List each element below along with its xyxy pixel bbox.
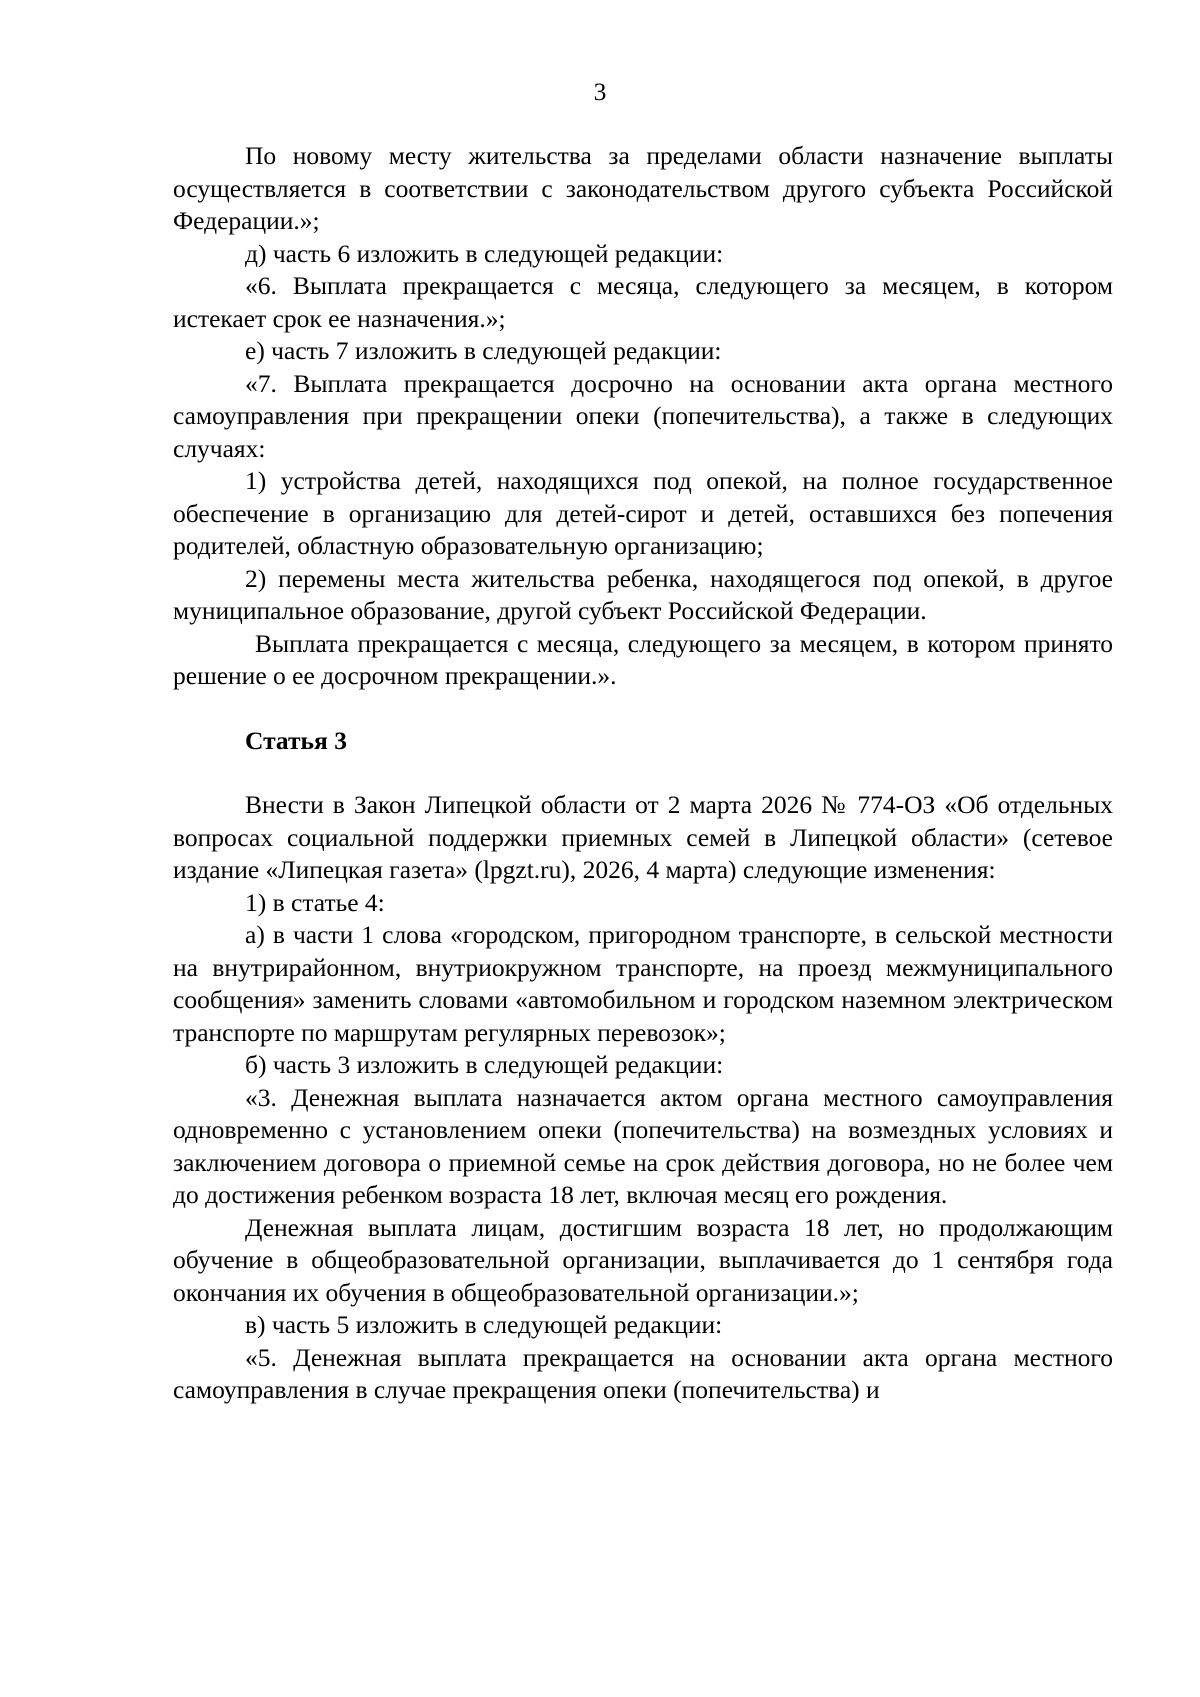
paragraph: «3. Денежная выплата назначается актом органа местного самоуправления одновременно с установлением опеки (попечительства) на возмездных условиях и заключением договора о приемной семье на срок действия договора, но не более чем до достижения ребенком возраста 18 лет, включая месяц его рождения.	[173, 1082, 1113, 1209]
paragraph: 1) устройства детей, находящихся под опекой, на полное государственное обеспечение в организацию для детей-сирот и детей, оставшихся без попечения родителей, областную образовательную организацию;	[173, 466, 1113, 560]
paragraph: д) часть 6 изложить в следующей редакции:	[245, 238, 724, 268]
paragraph: «5. Денежная выплата прекращается на основании акта органа местного самоуправления в случае прекращения опеки (попечительства) и	[173, 1342, 1113, 1404]
paragraph: Выплата прекращается с месяца, следующего за месяцем, в котором принято решение о ее досрочном прекращении.».	[173, 628, 1113, 690]
page-number: 3	[593, 77, 607, 106]
paragraph: «6. Выплата прекращается с месяца, следующего за месяцем, в котором истекает срок ее назначения.»;	[173, 271, 1113, 333]
paragraph: Денежная выплата лицам, достигшим возраста 18 лет, но продолжающим обучение в общеобразовательной организации, выплачивается до 1 сентября года окончания их обучения в общеобразовательной организации.»;	[173, 1212, 1113, 1307]
paragraph: «7. Выплата прекращается досрочно на основании акта органа местного самоуправления при прекращении опеки (попечительства), а также в следующих случаях:	[173, 368, 1113, 463]
paragraph: е) часть 7 изложить в следующей редакции:	[245, 336, 722, 365]
paragraph: 2) перемены места жительства ребенка, находящегося под опекой, в другое муниципальное образование, другой субъект Российской Федерации.	[173, 563, 1113, 625]
paragraph: в) часть 5 изложить в следующей редакции:	[245, 1310, 723, 1339]
paragraph: По новому месту жительства за пределами области назначение выплаты осуществляется в соответствии с законодательством другого субъекта Российской Федерации.»;	[173, 141, 1113, 235]
paragraph: Внести в Закон Липецкой области от 2 марта 2026 № 774-ОЗ «Об отдельных вопросах социальной поддержки приемных семей в Липецкой области» (сетевое издание «Липецкая газета» (lpgzt.ru), 2026, 4 марта) следующие изменения:	[173, 790, 1113, 884]
document-body	[173, 140, 1113, 1407]
article-heading: Статья 3	[245, 725, 347, 755]
paragraph: а) в части 1 слова «городском, пригородном транспорте, в сельской местности на внутрирайонном, внутриокружном транспорте, на проезд межмуниципального сообщения» заменить словами «автомобильном и городском наземном электрическом транспорте по маршрутам регулярных перевозок»;	[173, 920, 1113, 1047]
paragraph: б) часть 3 изложить в следующей редакции:	[245, 1050, 724, 1079]
paragraph: 1) в статье 4:	[245, 887, 385, 917]
